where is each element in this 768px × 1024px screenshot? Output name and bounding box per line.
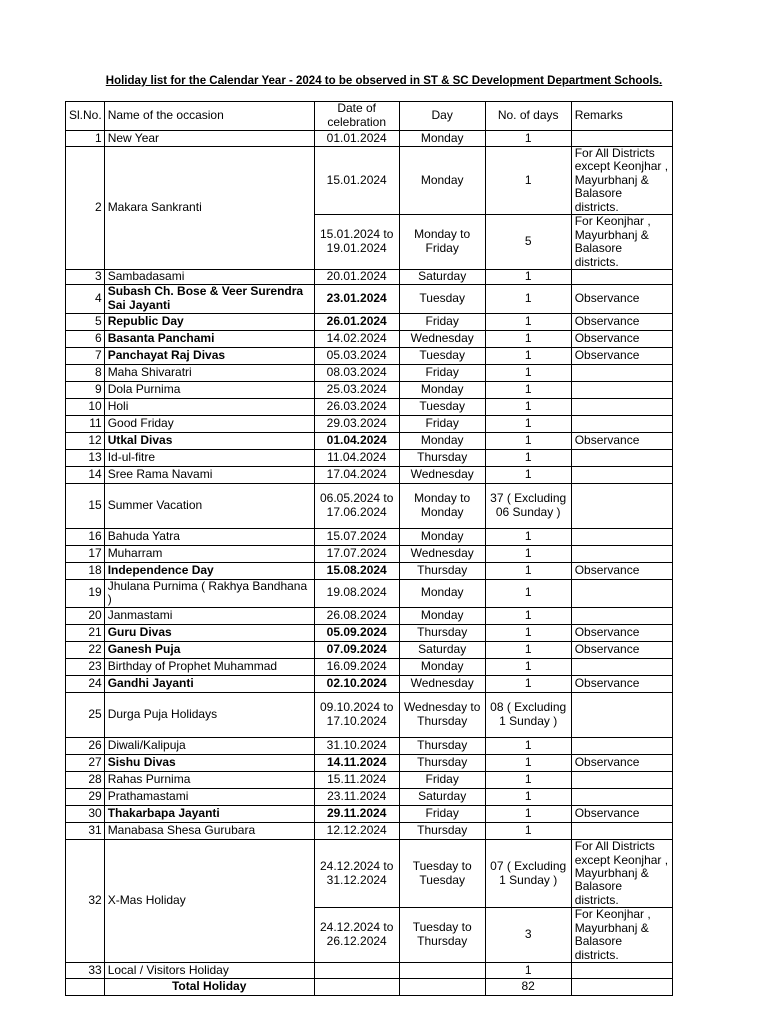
row-remarks: Observance: [571, 432, 672, 449]
table-row: [66, 659, 673, 676]
row-remarks: Observance: [571, 642, 672, 659]
row-remarks: [571, 449, 672, 466]
row-no-of-days: 1: [485, 398, 571, 415]
row-remarks: Observance: [571, 313, 672, 330]
row-remarks: [571, 381, 672, 398]
row-no-of-days: 1: [485, 147, 571, 215]
row-date: 26.03.2024: [314, 398, 399, 415]
table-row: [66, 284, 673, 313]
table-row: [66, 398, 673, 415]
table-row: [66, 381, 673, 398]
row-sl-no: 25: [66, 693, 105, 738]
table-row: [66, 545, 673, 562]
row-occasion: Independence Day: [104, 562, 314, 579]
row-day: Thursday: [399, 738, 485, 755]
row-date: 14.11.2024: [314, 755, 399, 772]
table-row: [66, 483, 673, 528]
row-remarks: Observance: [571, 284, 672, 313]
row-remarks: For Keonjhar , Mayurbhanj & Balasore districts.: [571, 215, 672, 270]
row-sl-no: 33: [66, 963, 105, 979]
row-no-of-days: 1: [485, 608, 571, 625]
row-remarks: Observance: [571, 625, 672, 642]
table-row: [66, 432, 673, 449]
row-day: Tuesday: [399, 398, 485, 415]
row-occasion: Gandhi Jayanti: [104, 676, 314, 693]
row-day: Monday: [399, 432, 485, 449]
table-row: [66, 415, 673, 432]
row-day: [399, 963, 485, 979]
header-day: Day: [399, 102, 485, 131]
header-occasion: Name of the occasion: [104, 102, 314, 131]
row-sl-no: 19: [66, 579, 105, 608]
row-date: 23.11.2024: [314, 789, 399, 806]
header-remarks: Remarks: [571, 102, 672, 131]
row-day: Monday: [399, 608, 485, 625]
row-date: 01.04.2024: [314, 432, 399, 449]
row-sl-no: 1: [66, 131, 105, 147]
row-day: Monday: [399, 147, 485, 215]
row-occasion: Summer Vacation: [104, 483, 314, 528]
table-row: [66, 608, 673, 625]
row-sl-no: 8: [66, 364, 105, 381]
row-occasion: Guru Divas: [104, 625, 314, 642]
row-sl-no: 4: [66, 284, 105, 313]
table-row: [66, 806, 673, 823]
table-row: [66, 528, 673, 545]
table-row: [66, 642, 673, 659]
row-sl-no: 2: [66, 147, 105, 270]
row-date: 16.09.2024: [314, 659, 399, 676]
row-remarks: Observance: [571, 755, 672, 772]
row-remarks: [571, 398, 672, 415]
row-remarks: [571, 528, 672, 545]
row-sl-no: 30: [66, 806, 105, 823]
table-row: [66, 347, 673, 364]
row-day: Wednesday: [399, 466, 485, 483]
table-row: [66, 364, 673, 381]
row-remarks: Observance: [571, 806, 672, 823]
total-label: Total Holiday: [104, 979, 314, 996]
header-no-of-days: No. of days: [485, 102, 571, 131]
row-day: Thursday: [399, 562, 485, 579]
row-occasion: Makara Sankranti: [104, 147, 314, 270]
row-day: Wednesday: [399, 545, 485, 562]
row-day: Friday: [399, 772, 485, 789]
table-row: [66, 625, 673, 642]
row-occasion: Manabasa Shesa Gurubara: [104, 823, 314, 840]
row-sl-no: 18: [66, 562, 105, 579]
header-sl-no: Sl.No.: [66, 102, 105, 131]
row-occasion: Bahuda Yatra: [104, 528, 314, 545]
table-row: [66, 147, 673, 215]
row-no-of-days: 1: [485, 676, 571, 693]
row-occasion: X-Mas Holiday: [104, 840, 314, 963]
row-date: 23.01.2024: [314, 284, 399, 313]
row-remarks: [571, 545, 672, 562]
row-occasion: Ganesh Puja: [104, 642, 314, 659]
row-day: Tuesday: [399, 347, 485, 364]
row-day: Monday to Friday: [399, 215, 485, 270]
row-date: 26.08.2024: [314, 608, 399, 625]
table-row: [66, 963, 673, 979]
row-sl-no: 22: [66, 642, 105, 659]
row-date: 06.05.2024 to 17.06.2024: [314, 483, 399, 528]
table-row: [66, 131, 673, 147]
table-row: [66, 772, 673, 789]
row-day: Wednesday: [399, 676, 485, 693]
row-remarks: Observance: [571, 562, 672, 579]
row-occasion: Sambadasami: [104, 269, 314, 284]
row-no-of-days: 1: [485, 772, 571, 789]
table-row: [66, 269, 673, 284]
row-occasion: Sishu Divas: [104, 755, 314, 772]
row-date: 07.09.2024: [314, 642, 399, 659]
row-date: 20.01.2024: [314, 269, 399, 284]
row-no-of-days: 1: [485, 738, 571, 755]
row-day: Monday: [399, 579, 485, 608]
row-date: 02.10.2024: [314, 676, 399, 693]
row-sl-no: 21: [66, 625, 105, 642]
row-no-of-days: 07 ( Excluding 1 Sunday ): [485, 840, 571, 908]
row-no-of-days: 1: [485, 789, 571, 806]
row-no-of-days: 1: [485, 466, 571, 483]
row-day: Friday: [399, 364, 485, 381]
row-no-of-days: 1: [485, 642, 571, 659]
row-day: Thursday: [399, 449, 485, 466]
row-remarks: For Keonjhar , Mayurbhanj & Balasore districts.: [571, 908, 672, 963]
row-remarks: [571, 483, 672, 528]
row-day: Saturday: [399, 642, 485, 659]
row-date: [314, 963, 399, 979]
row-occasion: Janmastami: [104, 608, 314, 625]
row-date: 11.04.2024: [314, 449, 399, 466]
row-date: 15.01.2024: [314, 147, 399, 215]
total-remarks-cell: [571, 979, 672, 996]
row-sl-no: 27: [66, 755, 105, 772]
row-no-of-days: 5: [485, 215, 571, 270]
row-date: 29.03.2024: [314, 415, 399, 432]
row-day: Monday: [399, 528, 485, 545]
holiday-table-body: [66, 131, 673, 979]
row-no-of-days: 1: [485, 415, 571, 432]
row-sl-no: 26: [66, 738, 105, 755]
row-sl-no: 24: [66, 676, 105, 693]
row-day: Friday: [399, 806, 485, 823]
row-date: 19.08.2024: [314, 579, 399, 608]
row-sl-no: 29: [66, 789, 105, 806]
table-row: [66, 840, 673, 908]
row-occasion: Subash Ch. Bose & Veer Surendra Sai Jayanti: [104, 284, 314, 313]
row-remarks: [571, 823, 672, 840]
row-day: Tuesday to Thursday: [399, 908, 485, 963]
row-day: Saturday: [399, 269, 485, 284]
row-remarks: [571, 693, 672, 738]
row-no-of-days: 08 ( Excluding 1 Sunday ): [485, 693, 571, 738]
holiday-table: [65, 101, 673, 996]
row-remarks: [571, 364, 672, 381]
row-day: Monday: [399, 131, 485, 147]
row-remarks: Observance: [571, 676, 672, 693]
row-sl-no: 20: [66, 608, 105, 625]
row-occasion: Holi: [104, 398, 314, 415]
row-remarks: [571, 608, 672, 625]
row-occasion: Prathamastami: [104, 789, 314, 806]
row-date: 15.01.2024 to 19.01.2024: [314, 215, 399, 270]
total-day-cell: [399, 979, 485, 996]
row-sl-no: 7: [66, 347, 105, 364]
table-row: [66, 676, 673, 693]
row-remarks: [571, 466, 672, 483]
row-occasion: Birthday of Prophet Muhammad: [104, 659, 314, 676]
row-date: 25.03.2024: [314, 381, 399, 398]
row-remarks: For All Districts except Keonjhar , Mayurbhanj & Balasore districts.: [571, 840, 672, 908]
row-no-of-days: 1: [485, 364, 571, 381]
row-no-of-days: 1: [485, 381, 571, 398]
row-day: Friday: [399, 313, 485, 330]
row-no-of-days: 37 ( Excluding 06 Sunday ): [485, 483, 571, 528]
row-no-of-days: 1: [485, 545, 571, 562]
row-remarks: Observance: [571, 330, 672, 347]
table-row: [66, 789, 673, 806]
document-title: Holiday list for the Calendar Year - 2024 to be observed in ST & SC Development Department Schools.: [105, 75, 663, 87]
row-occasion: Local / Visitors Holiday: [104, 963, 314, 979]
row-remarks: [571, 269, 672, 284]
row-date: 24.12.2024 to 31.12.2024: [314, 840, 399, 908]
header-date: Date of celebration: [314, 102, 399, 131]
table-row: [66, 823, 673, 840]
row-day: Thursday: [399, 755, 485, 772]
row-occasion: Panchayat Raj Divas: [104, 347, 314, 364]
row-date: 01.01.2024: [314, 131, 399, 147]
row-no-of-days: 1: [485, 528, 571, 545]
row-no-of-days: 1: [485, 659, 571, 676]
row-occasion: New Year: [104, 131, 314, 147]
row-occasion: Durga Puja Holidays: [104, 693, 314, 738]
row-sl-no: 3: [66, 269, 105, 284]
row-no-of-days: 1: [485, 755, 571, 772]
row-sl-no: 6: [66, 330, 105, 347]
row-no-of-days: 1: [485, 562, 571, 579]
row-day: Monday: [399, 381, 485, 398]
row-occasion: Dola Purnima: [104, 381, 314, 398]
row-sl-no: 13: [66, 449, 105, 466]
row-date: 29.11.2024: [314, 806, 399, 823]
row-date: 15.07.2024: [314, 528, 399, 545]
table-row: [66, 449, 673, 466]
row-no-of-days: 1: [485, 313, 571, 330]
total-sl-cell: [66, 979, 105, 996]
row-no-of-days: 1: [485, 963, 571, 979]
row-no-of-days: 1: [485, 579, 571, 608]
table-row: [66, 579, 673, 608]
row-date: 17.04.2024: [314, 466, 399, 483]
row-sl-no: 11: [66, 415, 105, 432]
row-sl-no: 23: [66, 659, 105, 676]
row-sl-no: 9: [66, 381, 105, 398]
row-day: Wednesday to Thursday: [399, 693, 485, 738]
header-row: [66, 102, 673, 131]
row-occasion: Sree Rama Navami: [104, 466, 314, 483]
row-date: 14.02.2024: [314, 330, 399, 347]
row-occasion: Thakarbapa Jayanti: [104, 806, 314, 823]
row-date: 12.12.2024: [314, 823, 399, 840]
row-occasion: Good Friday: [104, 415, 314, 432]
row-date: 31.10.2024: [314, 738, 399, 755]
row-sl-no: 17: [66, 545, 105, 562]
row-no-of-days: 3: [485, 908, 571, 963]
row-remarks: [571, 415, 672, 432]
row-no-of-days: 1: [485, 432, 571, 449]
table-row: [66, 693, 673, 738]
row-occasion: Maha Shivaratri: [104, 364, 314, 381]
table-row: [66, 755, 673, 772]
row-sl-no: 16: [66, 528, 105, 545]
row-day: Saturday: [399, 789, 485, 806]
row-remarks: For All Districts except Keonjhar , Mayurbhanj & Balasore districts.: [571, 147, 672, 215]
row-no-of-days: 1: [485, 347, 571, 364]
row-day: Tuesday: [399, 284, 485, 313]
row-sl-no: 5: [66, 313, 105, 330]
row-occasion: Republic Day: [104, 313, 314, 330]
row-no-of-days: 1: [485, 131, 571, 147]
row-remarks: [571, 579, 672, 608]
row-sl-no: 14: [66, 466, 105, 483]
row-no-of-days: 1: [485, 330, 571, 347]
row-remarks: [571, 131, 672, 147]
row-no-of-days: 1: [485, 284, 571, 313]
row-remarks: [571, 963, 672, 979]
row-no-of-days: 1: [485, 625, 571, 642]
row-occasion: Utkal Divas: [104, 432, 314, 449]
row-day: Wednesday: [399, 330, 485, 347]
row-date: 24.12.2024 to 26.12.2024: [314, 908, 399, 963]
row-day: Thursday: [399, 823, 485, 840]
row-remarks: [571, 738, 672, 755]
row-occasion: Jhulana Purnima ( Rakhya Bandhana ): [104, 579, 314, 608]
row-sl-no: 28: [66, 772, 105, 789]
table-row: [66, 738, 673, 755]
total-row: [66, 979, 673, 996]
row-no-of-days: 1: [485, 823, 571, 840]
total-date-cell: [314, 979, 399, 996]
row-day: Monday to Monday: [399, 483, 485, 528]
table-row: [66, 466, 673, 483]
row-remarks: [571, 659, 672, 676]
row-day: Tuesday to Tuesday: [399, 840, 485, 908]
row-no-of-days: 1: [485, 269, 571, 284]
row-occasion: Id-ul-fitre: [104, 449, 314, 466]
row-date: 17.07.2024: [314, 545, 399, 562]
row-day: Friday: [399, 415, 485, 432]
row-no-of-days: 1: [485, 449, 571, 466]
row-sl-no: 31: [66, 823, 105, 840]
row-date: 05.09.2024: [314, 625, 399, 642]
row-date: 05.03.2024: [314, 347, 399, 364]
row-remarks: Observance: [571, 347, 672, 364]
row-date: 15.11.2024: [314, 772, 399, 789]
row-no-of-days: 1: [485, 806, 571, 823]
row-remarks: [571, 789, 672, 806]
row-sl-no: 32: [66, 840, 105, 963]
row-sl-no: 15: [66, 483, 105, 528]
row-sl-no: 12: [66, 432, 105, 449]
row-occasion: Basanta Panchami: [104, 330, 314, 347]
row-remarks: [571, 772, 672, 789]
row-occasion: Diwali/Kalipuja: [104, 738, 314, 755]
table-row: [66, 330, 673, 347]
total-days: 82: [485, 979, 571, 996]
row-date: 26.01.2024: [314, 313, 399, 330]
row-sl-no: 10: [66, 398, 105, 415]
row-day: Monday: [399, 659, 485, 676]
row-date: 15.08.2024: [314, 562, 399, 579]
row-day: Thursday: [399, 625, 485, 642]
row-date: 09.10.2024 to 17.10.2024: [314, 693, 399, 738]
row-occasion: Rahas Purnima: [104, 772, 314, 789]
table-row: [66, 562, 673, 579]
row-occasion: Muharram: [104, 545, 314, 562]
table-row: [66, 313, 673, 330]
row-date: 08.03.2024: [314, 364, 399, 381]
